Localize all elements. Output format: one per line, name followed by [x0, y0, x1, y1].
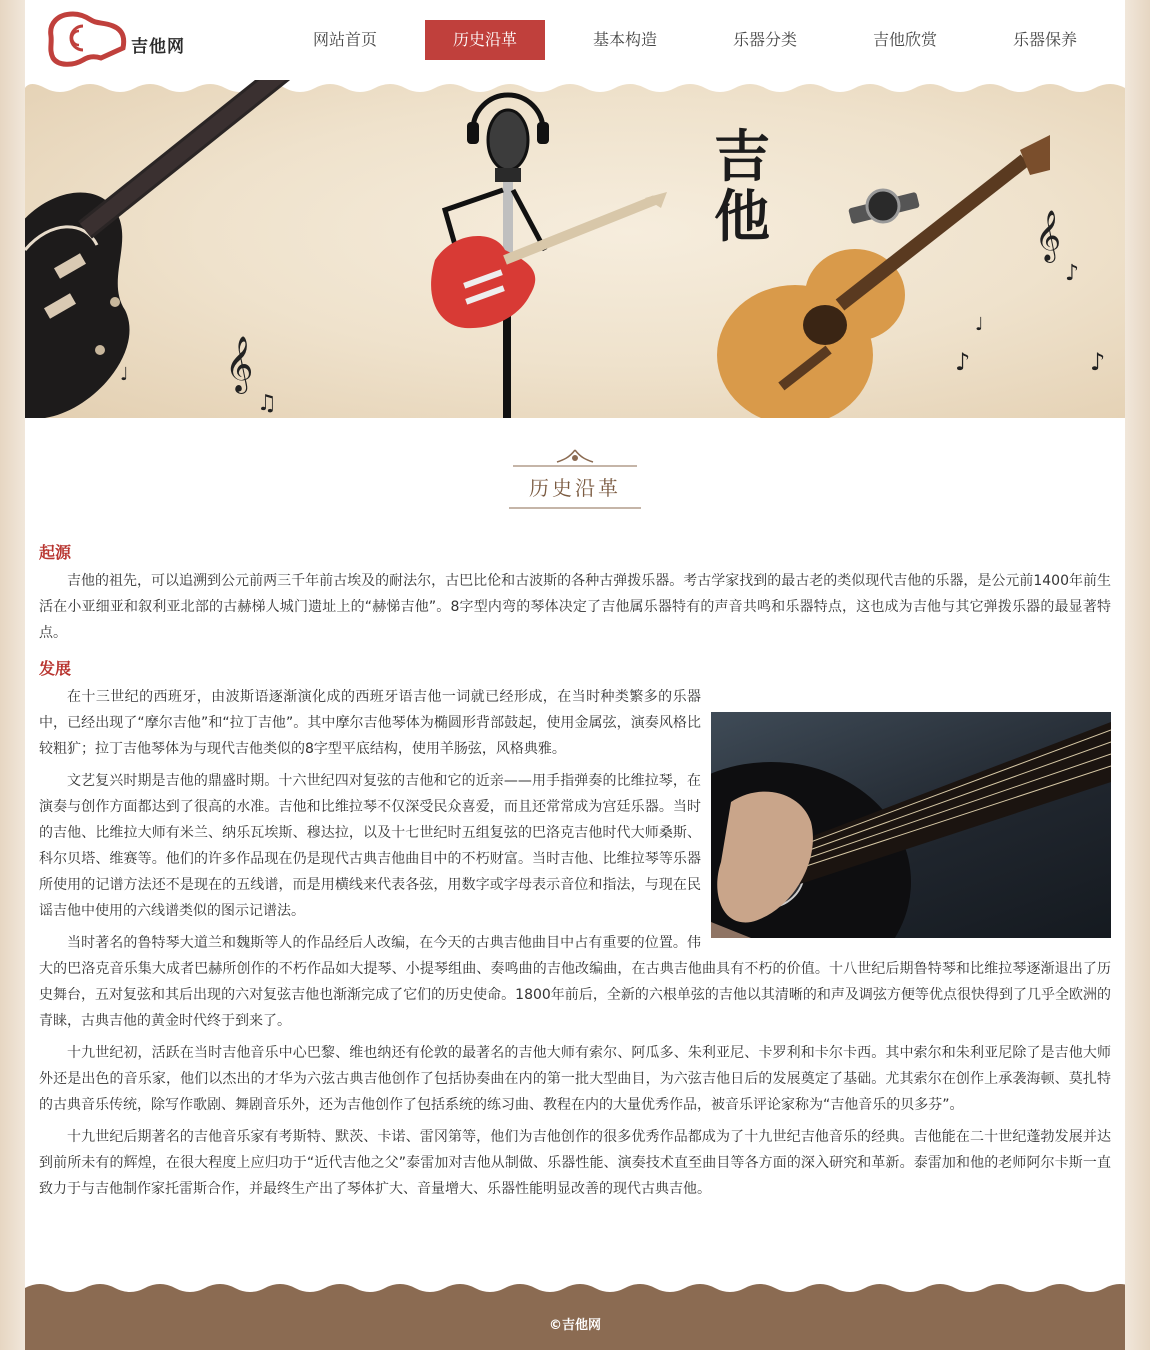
nav-item-appreciation[interactable]: 吉他欣赏 [872, 30, 937, 49]
svg-text:♩: ♩ [120, 364, 129, 385]
watch-icon [848, 190, 920, 224]
section-title-ornament [505, 446, 645, 510]
article [39, 538, 1111, 1208]
nav-item-maintenance[interactable]: 乐器保养 [1012, 30, 1077, 49]
development-heading: 发展 [39, 659, 72, 678]
logo-text: 吉他网 [131, 37, 185, 57]
development-paragraph-5: 十九世纪后期著名的吉他音乐家有考斯特、默茨、卡诺、雷冈第等，他们为吉他创作的很多优秀作品都成为了十九世纪吉他音乐的经典。吉他能在二十世纪蓬勃发展并达到前所未有的辉煌，在很大程度上应归功于“近代吉他之父”泰雷加对吉他从制做、乐器性能、演奏技术直至曲目等各方面的深入研究和革新。泰雷加和他的老师阿尔卡斯一直致力于与吉他制作家托雷斯合作，并最终生产出了琴体扩大、音量增大、乐器性能明显改善的现代古典吉他。 [39, 1129, 1111, 1197]
banner-title: 吉他 [714, 125, 770, 250]
development-paragraph-4: 十九世纪初，活跃在当时吉他音乐中心巴黎、维也纳还有伦敦的最著名的吉他大师有索尔、阿瓜多、朱利亚尼、卡罗利和卡尔卡西。其中索尔和朱利亚尼除了是吉他大师外还是出色的音乐家，他们以杰出的才华为六弦古典吉他创作了包括协奏曲在内的第一批大型曲目，为六弦吉他日后的发展奠定了基础。尤其索尔在创作上承袭海顿、莫扎特的古典音乐传统，除写作歌剧、舞剧音乐外，还为吉他创作了包括系统的练习曲、教程在内的大量优秀作品，被音乐评论家称为“吉他音乐的贝多芬”。 [39, 1045, 1111, 1113]
section-title: 历史沿革 [529, 476, 621, 500]
svg-text:𝄞: 𝄞 [1035, 210, 1062, 261]
header [25, 0, 1125, 80]
footer [25, 1278, 1125, 1350]
banner-illustration [25, 80, 1125, 418]
development-paragraph-1: 在十三世纪的西班牙，由波斯语逐渐演化成的西班牙语吉他一词就已经形成，在当时种类繁多的乐器中，已经出现了“摩尔吉他”和“拉丁吉他”。其中摩尔吉他琴体为椭圆形背部鼓起，使用金属弦，演奏风格比较粗犷；拉丁吉他琴体为与现代吉他类似的8字型平底结构，使用羊肠弦，风格典雅。 [39, 689, 701, 757]
svg-text:♫: ♫ [257, 391, 277, 416]
music-notes-icon [120, 210, 1105, 416]
red-electric-guitar-icon [431, 192, 667, 328]
svg-text:𝄞: 𝄞 [225, 336, 254, 392]
nav-item-history[interactable]: 历史沿革 [425, 20, 545, 60]
nav-item-structure[interactable]: 基本构造 [592, 30, 657, 49]
guitar-logo-icon [43, 8, 133, 68]
svg-text:♪: ♪ [1090, 348, 1106, 376]
origin-heading: 起源 [39, 543, 72, 562]
banner [25, 80, 1125, 418]
guitar-photo-illustration [711, 712, 1111, 938]
copyright: ©吉他网 [548, 1318, 601, 1333]
nav-item-home[interactable]: 网站首页 [312, 30, 377, 49]
origin-paragraph: 吉他的祖先，可以追溯到公元前两三千年前古埃及的耐法尔，古巴比伦和古波斯的各种古弹拨乐器。考古学家找到的最古老的类似现代吉他的乐器，是公元前1400年前生活在小亚细亚和叙利亚北部的古赫梯人城门遗址上的“赫悌吉他”。8字型内弯的琴体决定了吉他属乐器特有的声音共鸣和乐器特点，这也成为吉他与其它弹拨乐器的最显著特点。 [39, 573, 1111, 641]
guitar-playing-photo [711, 712, 1111, 938]
nav-item-categories[interactable]: 乐器分类 [732, 30, 797, 49]
svg-text:♪: ♪ [955, 348, 971, 376]
development-paragraph-2: 文艺复兴时期是吉他的鼎盛时期。十六世纪四对复弦的吉他和它的近亲——用手指弹奏的比维拉琴，在演奏与创作方面都达到了很高的水准。吉他和比维拉琴不仅深受民众喜爱，而且还常常成为宫廷乐器。当时的吉他、比维拉大师有米兰、纳乐瓦埃斯、穆达拉，以及十七世纪时五组复弦的巴洛克吉他时代大师桑斯、科尔贝塔、维赛等。他们的许多作品现在仍是现代古典吉他曲目中的不朽财富。当时吉他、比维拉琴等乐器所使用的记谱方法还不是现在的五线谱，而是用横线来代表各弦，用数字或字母表示音位和指法，与现在民谣吉他中使用的六线谱类似的图示记谱法。 [39, 773, 701, 919]
page [25, 0, 1125, 1350]
svg-text:♩: ♩ [975, 314, 984, 335]
svg-text:♪: ♪ [1065, 261, 1080, 286]
logo[interactable] [43, 8, 193, 68]
development-paragraph-3: 当时著名的鲁特琴大道兰和魏斯等人的作品经后人改编，在今天的古典吉他曲目中占有重要的位置。伟大的巴洛克音乐集大成者巴赫所创作的不朽作品如大提琴、小提琴组曲、奏鸣曲的吉他改编曲，在古典吉他曲具有不朽的价值。十八世纪后期鲁特琴和比维拉琴逐渐退出了历史舞台，五对复弦和其后出现的六对复弦吉他也渐渐完成了它们的历史使命。1800年前后，全新的六根单弦的吉他以其清晰的和声及调弦方便等优点很快得到了几乎全欧洲的青睐，古典吉他的黄金时代终于到来了。 [39, 935, 1111, 1029]
